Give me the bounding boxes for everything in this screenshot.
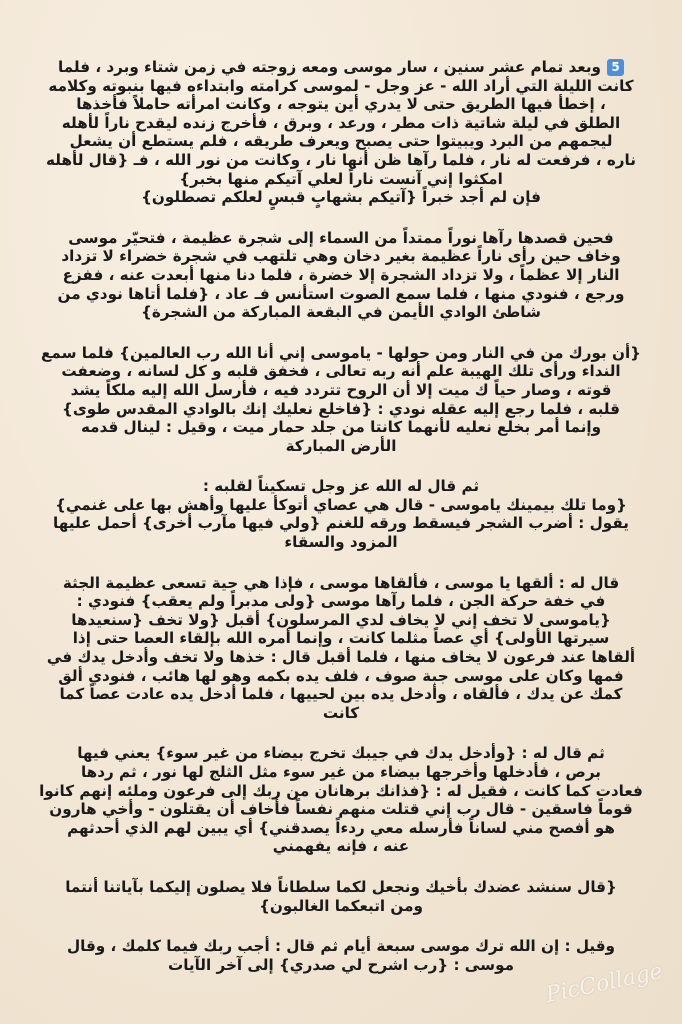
text-line: برص ، فأدخلها وأخرجها بيضاء من غير سوء مثل الثلج لها نور ، ثم ردها (80, 763, 602, 781)
text-line: ومن اتبعكما الغالبون} (259, 896, 423, 915)
text-line: قال له : ألقها يا موسى ، فألقاها موسى ، فإذا هي حية تسعى عظيمة الجثة (62, 573, 620, 592)
text-line: وخاف حين رأى ناراً عظيمة بغير دخان وهي تلتهب في شجرة خضراء لا تزداد (61, 247, 621, 266)
text-line: ورجع ، فنودي منها ، فلما سمع الصوت استأنس فـ عاد ، {فلما أتاها نودي من (57, 284, 625, 303)
text-line: الطلق في ليلة شاتية ذات مطر ، ورعد ، وبرق ، فأخرج زنده ليقدح ناراً لأهله (61, 113, 621, 132)
text-line: ثم قال له : {وأدخل يدك في جيبك تخرج بيضاء من غير سوء} يعني فيها (77, 744, 605, 763)
number-5-badge: 5 (607, 59, 624, 76)
paragraph-2 (18, 229, 664, 322)
text-line: فحين قصدها رآها نوراً ممتداً من السماء إلى شجرة عظيمة ، فتحيّر موسى (68, 228, 614, 247)
text-line: وإنما أمر بخلع نعليه لأنهما كانتا من جلد حمار ميت ، وقيل : لينال قدمه (80, 418, 602, 437)
text-line: النار إلا عظماً ، ولا تزداد الشجرة إلا خضرة ، فلما دنا منها أبعدت عنه ، ففزع (62, 265, 620, 284)
text-line: كانت الليلة التي أراد الله - عز وجل - لموسى كرامته وابتداءه فيها بنبوته وكلامه (48, 76, 634, 95)
text-line: كانت (322, 703, 360, 722)
text-line: النداء ورأى تلك الهيبة علم أنه ربه تعالى ، فخفق قلبه و كل لسانه ، وضعفت (61, 362, 621, 381)
paragraph-5 (18, 574, 664, 723)
text-line: شاطئ الوادي الأيمن في البقعة المباركة من الشجرة} (141, 303, 541, 322)
paragraph-6 (18, 744, 664, 856)
text-line: فمها وكان على موسى جبة صوف ، فلف يده بكمه وهو لها هائب ، فنودي ألق (58, 666, 624, 685)
text-line: ناره ، فرفعت له نار ، فلما رآها ظن أنها نار ، وكانت من نور الله ، فـ {قال لأهله (46, 150, 636, 169)
paragraph-8 (18, 937, 664, 974)
story-text (18, 58, 664, 996)
text-line: ألقاها عند فرعون لا يخاف منها ، فلما أقبل قال : خذها ولا تخف وأدخل يدك في (46, 648, 636, 667)
paragraph-4 (18, 477, 664, 551)
text-line: كمك عن يدك ، فألقاه ، وأدخل يده بين لحييها ، فلما أدخل يده عادت عصاً كما (59, 685, 623, 704)
text-line: في خفة حركة الجن ، فلما رآها موسى {ولى مدبراً ولم يعقب} فنودي : (76, 592, 606, 611)
text-line: موسى : {رب اشرح لي صدري} إلى آخر الآيات (167, 955, 515, 974)
text-line: {وما تلك بيمينك ياموسى - قال هي عصاي أتوكأ عليها وأهش بها على غنمي} (55, 495, 627, 514)
text-line: يقول : أضرب الشجر فيسقط ورقه للغنم {ولي فيها مآرب أخرى} أحمل عليها (53, 514, 629, 533)
text-line: ليجمهم من البرد ويبيتوا حتى يصبح ويعرف طريقه ، فلم يستطع أن يشعل (69, 132, 613, 151)
paragraph-1 (18, 58, 664, 207)
text-line: عنه ، فإنه يفهمني (272, 837, 410, 856)
text-line: هو أفصح مني لساناً فأرسله معي ردءاً يصدقني} أي يبين لهم الذي أحدثهم (67, 818, 615, 837)
text-line: وقيل : إن الله ترك موسى سبعة أيام ثم قال : أجب ربك فيما كلمك ، وقال (66, 937, 615, 956)
piccollage-watermark: PicCollage (544, 958, 666, 1009)
text-line: ثم قال له الله عز وجل تسكيناً لقلبه : (202, 477, 480, 496)
paragraph-7 (18, 878, 664, 915)
text-line: امكثوا إني آنست ناراً لعلي آتيكم منها بخبر} (179, 169, 503, 188)
text-line: قلبه ، فلما رجع إليه عقله نودي : {فاخلع نعليك إنك بالوادي المقدس طوى} (62, 399, 620, 418)
text-line: وبعد تمام عشر سنين ، سار موسى ومعه زوجته في زمن شتاء وبرد ، فلما (58, 58, 601, 76)
text-line: الأرض المباركة (285, 436, 397, 455)
text-line: قوته ، وصار حياً ك ميت إلا أن الروح تتردد فيه ، فأرسل الله إليه ملكاً يشد (70, 380, 612, 399)
text-line: ، إخطأ فيها الطريق حتى لا يدري أين يتوجه ، وكانت امرأته حاملاً فأخذها (76, 95, 606, 114)
text-line: المزود والسقاء (284, 533, 398, 552)
text-line: {قال سنشد عضدك بأخيك ونجعل لكما سلطاناً فلا يصلون إليكما بآياتنا أنتما (65, 877, 617, 896)
text-line: فعادت كما كانت ، فقيل له : {فذانك برهانان من ربك إلى فرعون وملئه إنهم كانوا (39, 781, 643, 800)
text-line: فإن لم أجد خبراً {آتيكم بشهابٍ قبسٍ لعلكم تصطلون} (141, 188, 541, 207)
text-line: {أن بورك من في النار ومن حولها - ياموسى إني أنا الله رب العالمين} فلما سمع (41, 343, 641, 362)
text-line: سيرتها الأولى} أي عصاً مثلما كانت ، وإنما أمره الله بإلقاء العصا حتى إذا (72, 629, 610, 648)
paragraph-3 (18, 344, 664, 456)
text-line: قوماً فاسقين - قال رب إني قتلت منهم نفساً فأخاف أن يقتلون - وأخي هارون (49, 800, 633, 819)
text-line: {ياموسى لا تخف إني لا يخاف لدي المرسلون} أقبل {ولا تخف {سنعيدها (71, 610, 611, 629)
